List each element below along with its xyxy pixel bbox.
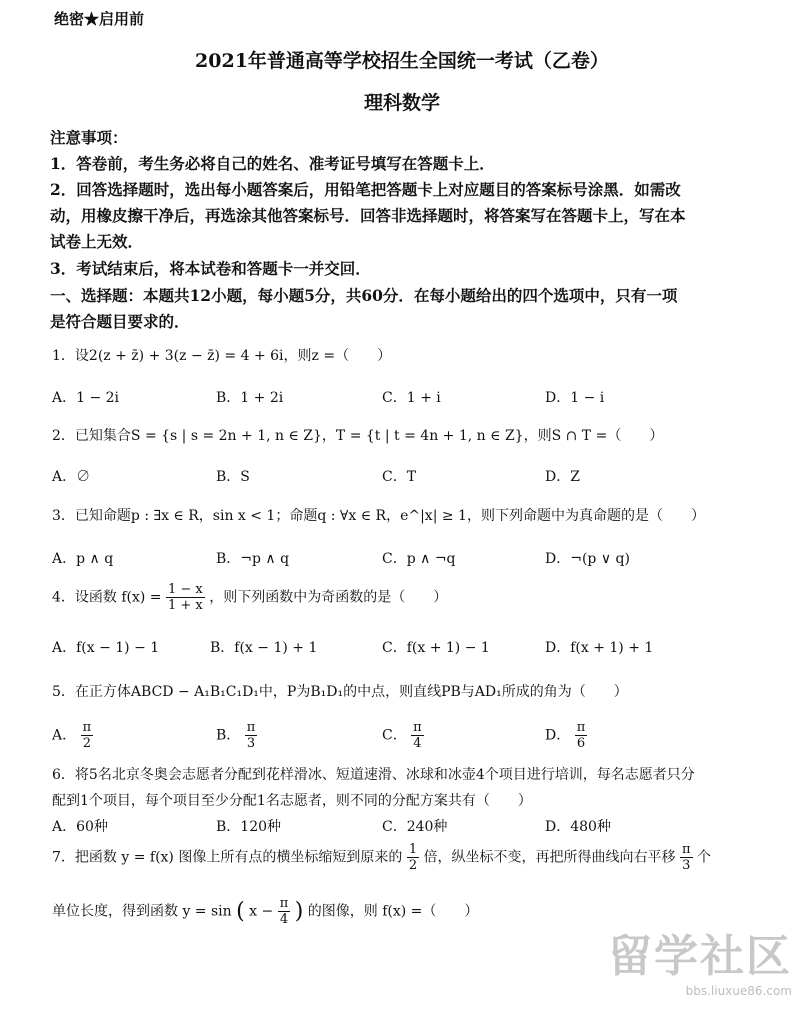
question-4-option-d: D．f(x + 1) + 1	[545, 640, 654, 656]
left-paren-icon: (	[236, 899, 245, 924]
question-7-line-2	[52, 896, 478, 927]
question-5-option-b	[216, 720, 257, 751]
question-6-option-c: C．240种	[382, 819, 448, 835]
question-2-option-a: A．∅	[52, 469, 91, 485]
question-5-option-b-fraction	[245, 720, 258, 751]
question-5-option-d-label: D．	[545, 727, 571, 744]
page-title: 2021年普通高等学校招生全国统一考试（乙卷）	[195, 50, 609, 72]
question-3-option-a: A．p ∧ q	[52, 551, 114, 567]
question-2-option-d: D．Z	[545, 469, 580, 485]
question-7-half-numerator: 1	[408, 842, 418, 857]
question-5-option-d-numerator: π	[576, 720, 586, 735]
question-7-inner-prefix: x −	[249, 903, 274, 920]
question-7-shift-fraction	[680, 842, 693, 873]
notice-item-3: 3．考试结束后，将本试卷和答题卡一并交回．	[50, 259, 371, 278]
question-5-option-a	[52, 720, 93, 751]
question-1-stem: 1．设2(z + z̄) + 3(z − z̄) = 4 + 6i，则z =（ ）	[52, 348, 392, 364]
question-5-option-d-denominator: 6	[576, 736, 586, 751]
question-7-shift-numerator: π	[682, 842, 691, 857]
question-1-option-d: D．1 − i	[545, 390, 605, 406]
question-7-line-2-suffix: 的图像，则 f(x) =（ ）	[307, 903, 479, 920]
question-7-inner-numerator: π	[279, 896, 289, 911]
question-5-option-d-fraction	[575, 720, 588, 751]
question-7-inner-fraction	[278, 896, 291, 927]
watermark-logo-text: 留学社区	[608, 931, 792, 982]
question-5-option-c	[382, 720, 424, 751]
question-5-option-b-numerator: π	[246, 720, 256, 735]
notice-heading: 注意事项：	[50, 128, 128, 147]
question-2-stem: 2．已知集合S = {s | s = 2n + 1, n ∈ Z}，T = {t | t = 4n + 1, n ∈ Z}，则S ∩ T =（ ）	[52, 428, 664, 444]
question-5-option-a-numerator: π	[82, 720, 92, 735]
question-5-option-a-label: A．	[52, 727, 77, 744]
question-6-option-d: D．480种	[545, 819, 611, 835]
question-6-option-b: B．120种	[216, 819, 282, 835]
question-2-option-b: B．S	[216, 469, 250, 485]
notice-item-2-line-2: 动，用橡皮擦干净后，再选涂其他答案标号．回答非选择题时，将答案写在答题卡上，写在本	[50, 206, 686, 225]
watermark	[608, 920, 792, 998]
question-6-stem-line-1: 6．将5名北京冬奥会志愿者分配到花样滑冰、短道速滑、冰球和冰壶4个项目进行培训，每名志愿者只分	[52, 767, 695, 783]
question-4-stem-prefix: 4．设函数 f(x) =	[52, 589, 162, 606]
question-5-option-a-fraction	[81, 720, 94, 751]
question-5-option-c-numerator: π	[413, 720, 422, 735]
question-7-line-1-middle: 倍，纵坐标不变，再把所得曲线向右平移	[423, 849, 676, 866]
question-7-line-1-prefix: 7．把函数 y = f(x) 图像上所有点的横坐标缩短到原来的	[52, 849, 403, 866]
question-7-inner-denominator: 4	[279, 912, 289, 927]
question-3-stem: 3．已知命题p : ∃x ∈ R，sin x < 1；命题q : ∀x ∈ R，e^|x| ≥ 1，则下列命题中为真命题的是（ ）	[52, 508, 705, 524]
question-7-half-denominator: 2	[408, 858, 418, 873]
watermark-url: bbs.liuxue86.com	[685, 984, 792, 998]
right-paren-icon: )	[294, 899, 304, 924]
question-4-fraction	[166, 582, 205, 613]
question-7-line-1-suffix: 个	[697, 849, 711, 866]
question-4-option-c: C．f(x + 1) − 1	[382, 640, 490, 656]
question-5-option-c-label: C．	[382, 727, 407, 744]
page-subtitle: 理科数学	[363, 92, 440, 114]
question-7-half-fraction	[407, 842, 419, 873]
question-5-option-b-label: B．	[216, 727, 241, 744]
question-6-option-a: A．60种	[52, 819, 108, 835]
secret-label: 绝密★启用前	[54, 10, 145, 28]
question-1-option-c: C．1 + i	[382, 390, 441, 406]
question-5-option-c-denominator: 4	[413, 736, 422, 751]
question-4-fraction-numerator: 1 − x	[168, 582, 203, 597]
question-7-shift-denominator: 3	[682, 858, 691, 873]
question-3-option-c: C．p ∧ ¬q	[382, 551, 456, 567]
question-1-option-a: A．1 − 2i	[52, 390, 120, 406]
question-6-stem-line-2: 配到1个项目，每个项目至少分配1名志愿者，则不同的分配方案共有（ ）	[52, 793, 532, 809]
question-5-option-c-fraction	[411, 720, 424, 751]
question-4-fraction-denominator: 1 + x	[168, 598, 203, 613]
question-5-option-b-denominator: 3	[246, 736, 256, 751]
question-5-option-a-denominator: 2	[82, 736, 91, 751]
question-3-option-d: D．¬(p ∨ q)	[545, 551, 630, 567]
question-1-option-b: B．1 + 2i	[216, 390, 284, 406]
question-4-option-a: A．f(x − 1) − 1	[52, 640, 160, 656]
question-5-stem: 5．在正方体ABCD − A₁B₁C₁D₁中，P为B₁D₁的中点，则直线PB与AD₁所成的角为（ ）	[52, 684, 628, 700]
question-4-stem-suffix: ，则下列函数中为奇函数的是（ ）	[209, 589, 448, 606]
question-2-option-c: C．T	[382, 469, 417, 485]
question-3-option-b: B．¬p ∧ q	[216, 551, 290, 567]
question-7-line-1	[52, 842, 711, 873]
notice-item-2-line-1: 2．回答选择题时，选出每小题答案后，用铅笔把答题卡上对应题目的答案标号涂黑．如需改	[50, 180, 681, 199]
question-7-line-2-prefix: 单位长度，得到函数 y = sin	[52, 903, 232, 920]
notice-item-1: 1．答卷前，考生务必将自己的姓名、准考证号填写在答题卡上．	[50, 154, 495, 173]
section-heading-line-1: 一、选择题：本题共12小题，每小题5分，共60分．在每小题给出的四个选项中，只有一项	[50, 286, 678, 305]
notice-item-2-line-3: 试卷上无效．	[50, 232, 144, 251]
question-4-option-b: B．f(x − 1) + 1	[210, 640, 318, 656]
question-4-stem	[52, 582, 447, 613]
question-5-option-d	[545, 720, 587, 751]
section-heading-line-2: 是符合题目要求的．	[50, 312, 190, 331]
